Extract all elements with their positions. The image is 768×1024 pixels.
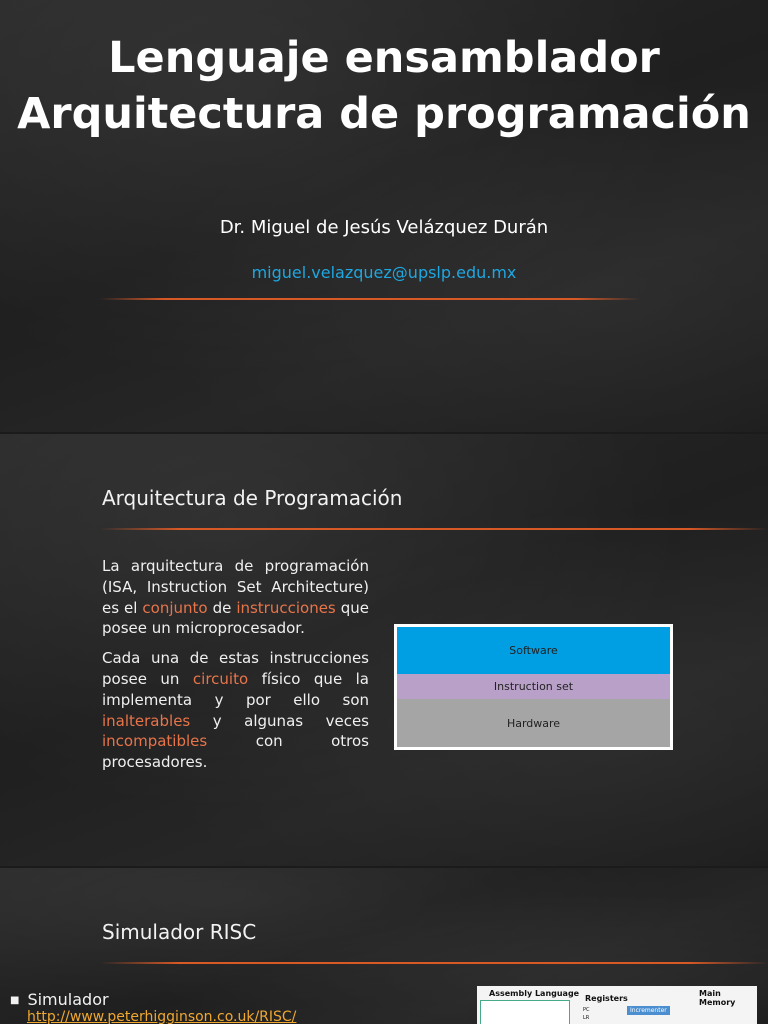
- title-line-1: Lenguaje ensamblador: [108, 33, 660, 83]
- highlight-inalterables: inalterables: [102, 711, 191, 730]
- lr-label: LR: [583, 1015, 590, 1021]
- square-bullet-icon: ■: [10, 995, 20, 1006]
- paragraph-2: [102, 648, 369, 773]
- slide-heading: Arquitectura de Programación: [102, 486, 403, 510]
- text-run: Cada una de estas instrucciones posee un: [102, 649, 369, 688]
- isa-description: [102, 556, 369, 782]
- paragraph-1: [102, 556, 369, 639]
- title-slide: [0, 0, 768, 432]
- author-name: Dr. Miguel de Jesús Velázquez Durán: [219, 217, 549, 238]
- divider-rule: [100, 962, 768, 964]
- simulator-link[interactable]: http://www.peterhigginson.co.uk/RISC/: [27, 1009, 297, 1024]
- layer-instruction-set: Instruction set: [397, 674, 670, 699]
- divider-rule: [100, 528, 768, 530]
- simulator-screenshot: [477, 986, 757, 1024]
- layer-software: Software: [397, 627, 670, 674]
- simulator-slide: [0, 868, 768, 1024]
- isa-slide: [0, 434, 768, 866]
- bullet-text: Simulador: [27, 990, 109, 1009]
- bullet-item: [10, 990, 109, 1009]
- memory-panel-label: Main Memory: [699, 989, 736, 1007]
- incrementer-block: Incrementer: [627, 1006, 670, 1015]
- highlight-instrucciones: instrucciones: [236, 598, 336, 617]
- layer-hardware: Hardware: [397, 699, 670, 747]
- highlight-incompatibles: incompatibles: [102, 732, 208, 751]
- slide-heading: Simulador RISC: [102, 920, 257, 944]
- highlight-conjunto: conjunto: [142, 598, 208, 617]
- text-run: que posee un microprocesador.: [102, 598, 369, 638]
- registers-panel-label: Registers: [585, 994, 628, 1003]
- title-line-2: Arquitectura de programación: [17, 89, 751, 139]
- text-run: La arquitectura de programación (ISA, Instruction Set Architecture) es el: [102, 557, 369, 617]
- highlight-circuito: circuito: [192, 669, 249, 688]
- text-run: con otros procesadores.: [102, 732, 369, 772]
- text-run: y algunas veces: [190, 711, 369, 730]
- presentation-title: [0, 30, 768, 142]
- assembly-editor-box: [480, 1000, 570, 1024]
- divider-rule: [100, 298, 640, 300]
- pc-label: PC: [583, 1007, 590, 1013]
- assembly-panel-label: Assembly Language: [489, 989, 580, 998]
- text-run: de: [207, 598, 237, 617]
- abstraction-layers-diagram: [394, 624, 673, 750]
- text-run: físico que la implementa y por ello son: [102, 669, 369, 709]
- author-email-link[interactable]: miguel.velazquez@upslp.edu.mx: [251, 263, 517, 282]
